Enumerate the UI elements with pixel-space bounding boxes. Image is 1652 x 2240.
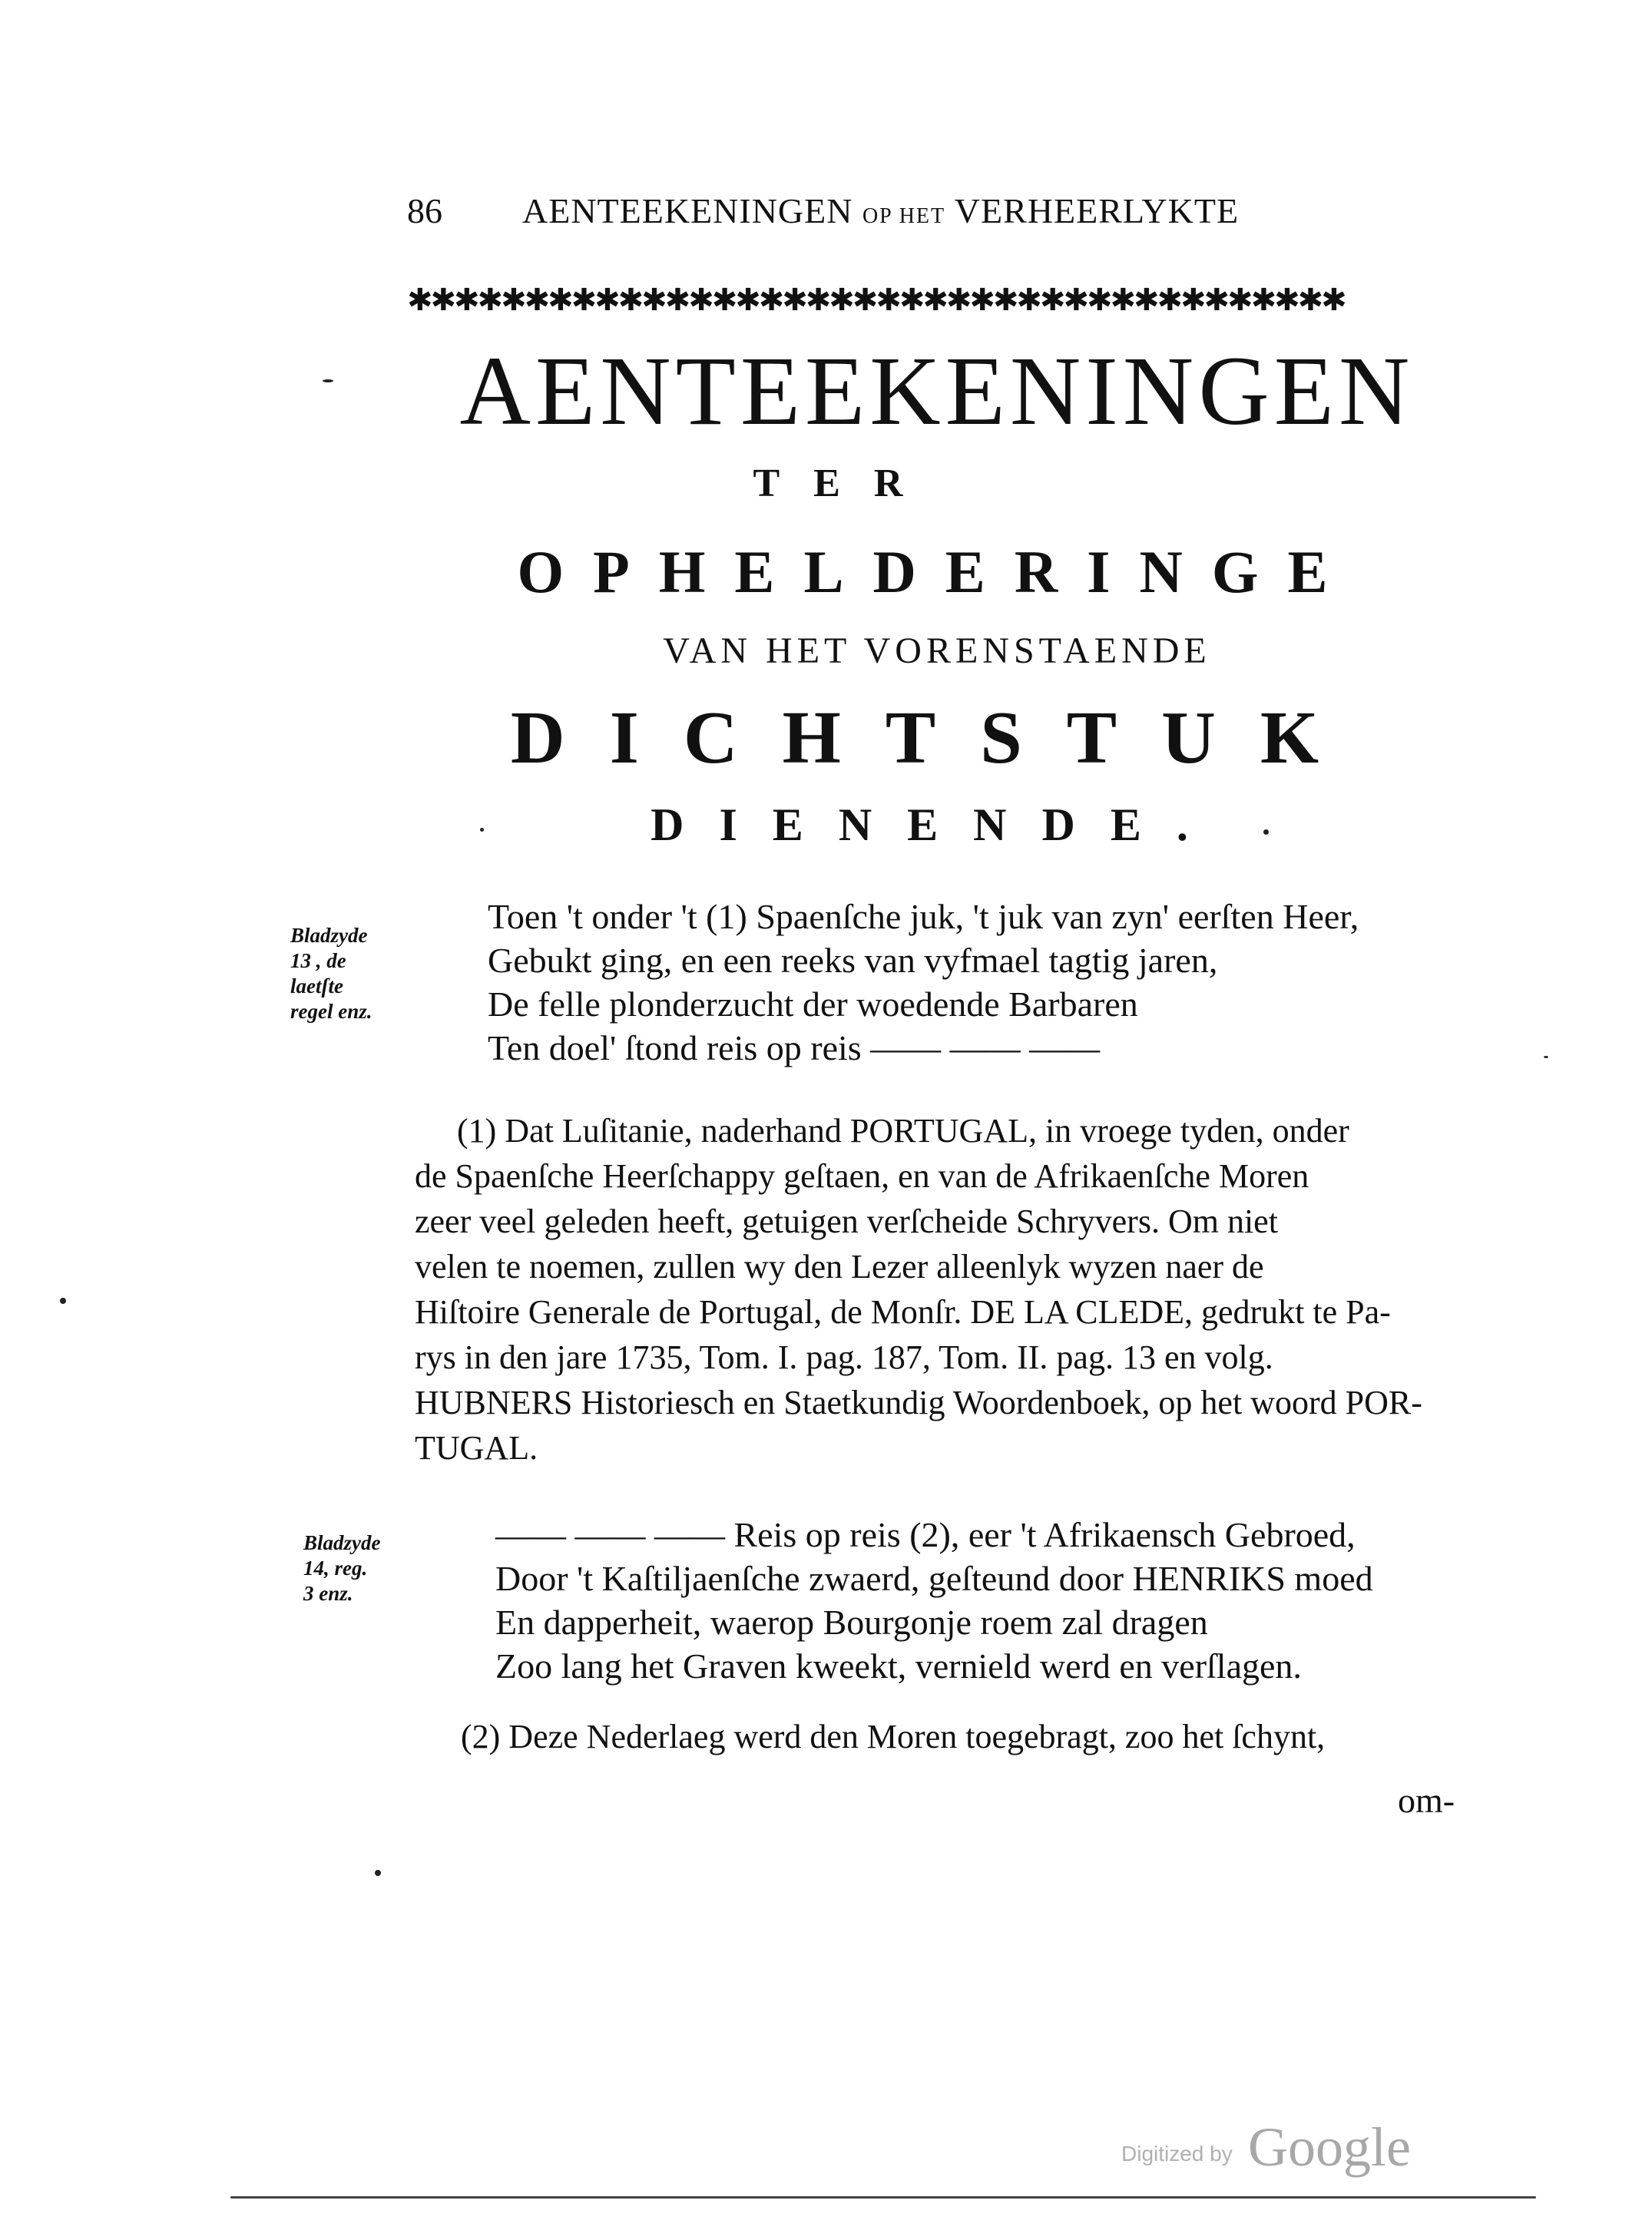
scan-speck (1544, 1056, 1548, 1058)
google-logo: Google (1248, 2116, 1411, 2178)
footnote-line: TUGAL. (415, 1429, 538, 1467)
footnote-2 (461, 1714, 1467, 1759)
verse-stanza-1 (488, 895, 1359, 1070)
margin-note-line: Bladzyde (290, 924, 368, 947)
margin-note-line: Bladzyde (303, 1531, 381, 1554)
footnote-line: de Spaenſche Heerſchappy geſtaen, en van de Afrikaenſche Moren (415, 1157, 1309, 1195)
running-title-post: VERHEERLYKTE (945, 191, 1240, 230)
footnote-line: zeer veel geleden heeft, getuigen verſcheide Schryvers. Om niet (415, 1203, 1278, 1240)
footnote-line: (1) Dat Luſitanie, naderhand PORTUGAL, in vroege tyden, onder (457, 1112, 1349, 1150)
margin-note-line: 14, reg. (303, 1557, 368, 1580)
scan-speck (323, 379, 333, 382)
verse-line: De felle plonderzucht der woedende Barbaren (488, 984, 1138, 1024)
ornamental-rule: ✱✱✱✱✱✱✱✱✱✱✱✱✱✱✱✱✱✱✱✱✱✱✱✱✱✱✱✱✱✱✱✱✱✱✱✱✱✱✱✱ (407, 283, 1345, 318)
verse-line: Ten doel' ſtond reis op reis —— —— —— (488, 1028, 1101, 1067)
title-line-5: DICHTSTUK (510, 696, 1364, 779)
catchword: om- (1398, 1781, 1455, 1820)
footnote-line: rys in den jare 1735, Tom. I. pag. 187, Tom. II. pag. 13 en volg. (415, 1338, 1273, 1376)
verse-line: —— —— —— Reis op reis (2), eer 't Afrikaensch Gebroed, (495, 1515, 1356, 1554)
verse-line: Door 't Kaſtiljaenſche zwaerd, geſteund door HENRIKS moed (495, 1559, 1373, 1598)
title-line-1: AENTEEKENINGEN (459, 336, 1415, 445)
digitized-watermark (1121, 2116, 1444, 2177)
scan-speck (375, 1870, 381, 1876)
title-line-2: TER (753, 462, 937, 505)
margin-note-line: regel enz. (290, 1000, 372, 1023)
margin-note-2 (303, 1530, 381, 1606)
verse-line: En dapperheit, waerop Bourgonje roem zal dragen (495, 1603, 1208, 1642)
margin-note-line: 13 , de (290, 949, 346, 972)
running-title-pre: AENTEEKENINGEN (522, 191, 862, 230)
title-line-4: VAN HET VORENSTAENDE (663, 630, 1211, 671)
footnote-line: HUBNERS Historiesch en Staetkundig Woordenboek, op het woord POR- (415, 1384, 1422, 1421)
margin-note-line: 3 enz. (303, 1582, 353, 1605)
watermark-prefix: Digitized by (1121, 2142, 1233, 2166)
running-title-small: OP HET (862, 204, 946, 228)
footnote-line: velen te noemen, zullen wy den Lezer alleenlyk wyzen naer de (415, 1248, 1264, 1285)
page-number: 86 (407, 191, 442, 230)
verse-line: Zoo lang het Graven kweekt, vernield werd en verſlagen. (495, 1646, 1302, 1686)
margin-note-line: laetſte (290, 974, 343, 998)
footnote-1 (415, 1108, 1482, 1471)
title-line-3: OPHELDERINGE (517, 538, 1357, 605)
scan-speck (480, 828, 484, 832)
margin-note-1 (290, 923, 372, 1024)
scan-speck (60, 1298, 66, 1304)
footnote-line: Hiſtoire Generale de Portugal, de Monſr. DE LA CLEDE, gedrukt te Pa- (415, 1293, 1391, 1331)
title-line-6: DIENENDE. (651, 799, 1223, 850)
scan-speck (230, 2196, 1536, 2199)
verse-line: Gebukt ging, en een reeks van vyfmael tagtig jaren, (488, 941, 1218, 980)
scan-speck (1263, 829, 1269, 835)
footnote-line: (2) Deze Nederlaeg werd den Moren toegebragt, zoo het ſchynt, (461, 1718, 1326, 1755)
running-title (522, 190, 1239, 231)
verse-line: Toen 't onder 't (1) Spaenſche juk, 't juk van zyn' eerſten Heer, (488, 897, 1359, 936)
verse-stanza-2 (495, 1513, 1373, 1688)
running-header (407, 184, 1359, 238)
